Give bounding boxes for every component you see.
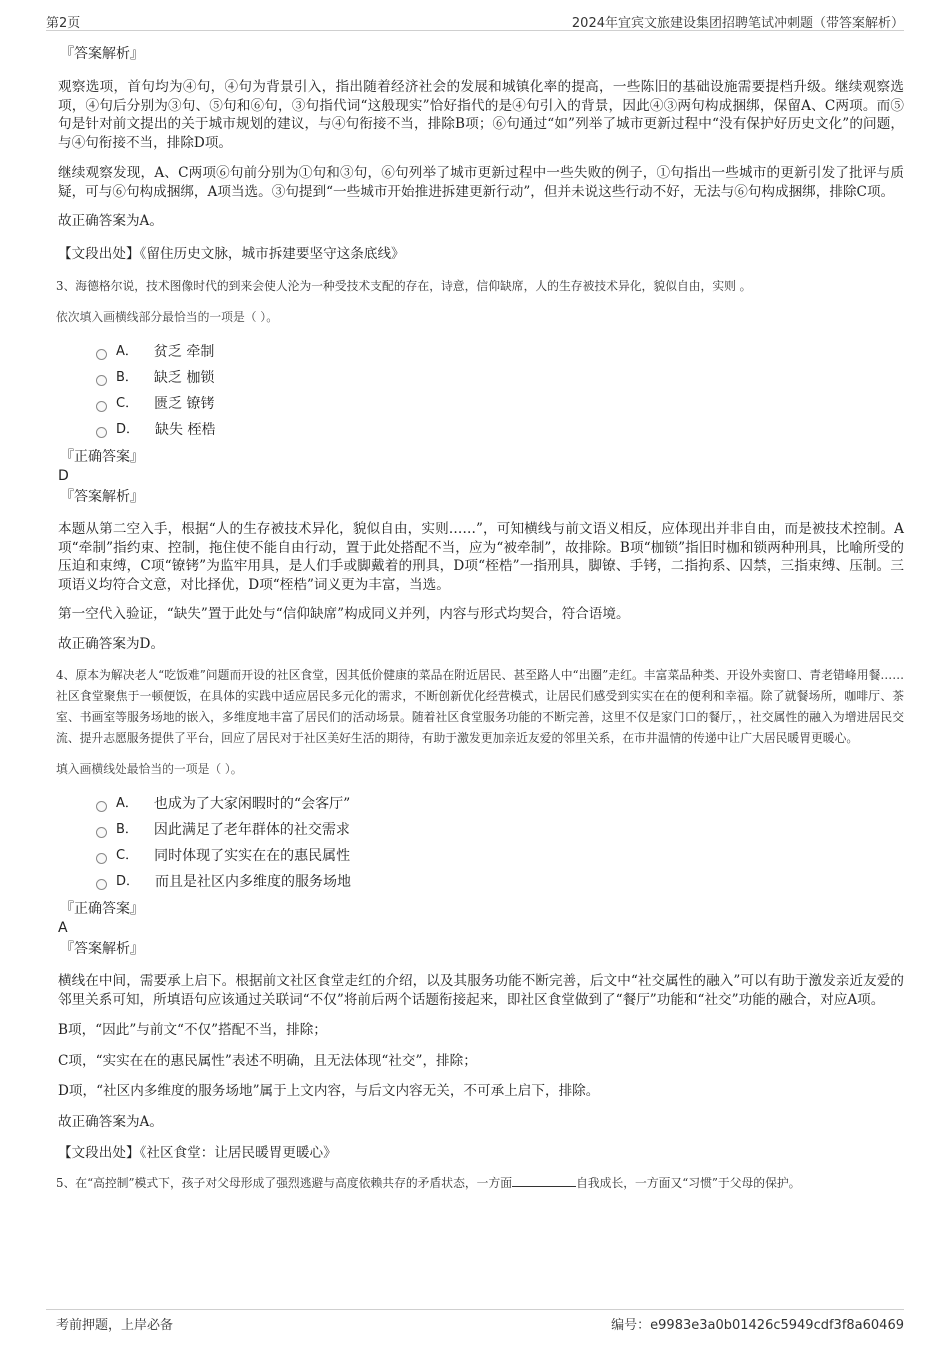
- option-a[interactable]: A． 贫乏 牵制: [96, 339, 904, 365]
- source-citation: 【文段出处】《社区食堂：让居民暖胃更暖心》: [58, 1145, 337, 1161]
- radio-icon[interactable]: [96, 853, 107, 864]
- footer-slogan: 考前押题，上岸必备: [56, 1318, 174, 1333]
- question-4-prompt: 填入画横线处最恰当的一项是（ ）。: [56, 762, 243, 776]
- analysis-paragraph: 横线在中间，需要承上启下。根据前文社区食堂走红的介绍，以及其服务功能不断完善，后文中“社交属性的融入”可以有助于激发亲近友爱的邻里关系可知，所填语句应该通过关联词“不仅”将前后两个话题衔接起来，即社区食堂做到了“餐厅”功能和“社交”功能的融合，对应A项。: [58, 973, 904, 1008]
- radio-icon[interactable]: [96, 427, 107, 438]
- option-c[interactable]: C． 同时体现了实实在在的惠民属性: [96, 843, 904, 869]
- source-citation: 【文段出处】《留住历史文脉，城市拆建要坚守这条底线》: [58, 245, 405, 262]
- page-content: [56, 44, 904, 1194]
- conclusion: 故正确答案为D。: [58, 635, 165, 652]
- question-4-options: [96, 791, 904, 895]
- radio-icon[interactable]: [96, 879, 107, 890]
- option-d[interactable]: D． 缺失 桎梏: [96, 417, 904, 443]
- question-3-prompt: 依次填入画横线部分最恰当的一项是（ ）。: [56, 310, 278, 324]
- analysis-label: 『答案解析』: [60, 46, 144, 62]
- conclusion: 故正确答案为A。: [58, 1113, 163, 1130]
- page-number: 第2页: [46, 16, 81, 31]
- correct-answer-value: D: [58, 468, 69, 484]
- page-footer: [46, 1309, 904, 1332]
- radio-icon[interactable]: [96, 349, 107, 360]
- option-a[interactable]: A． 也成为了大家闲暇时的“会客厅”: [96, 791, 904, 817]
- option-c[interactable]: C． 匮乏 镣铐: [96, 391, 904, 417]
- analysis-paragraph: C项，“实实在在的惠民属性”表述不明确，且无法体现“社交”，排除；: [58, 1052, 477, 1069]
- question-4-text: 4、原本为解决老人“吃饭难”问题而开设的社区食堂，因其低价健康的菜品在附近居民、甚至路人中“出圈”走红。丰富菜品种类、开设外卖窗口、青老错峰用餐……社区食堂聚焦于一顿便饭，在具体的实践中适应居民多元化的需求，不断创新优化经营模式，让居民们感受到实实在在的便利和幸福。除了就餐场所，咖啡厅、茶室、书画室等服务场地的嵌入，多维度地丰富了居民们的活动场景。随着社区食堂服务功能的不断完善，这里不仅是家门口的餐厅，，社交属性的融入为增进居民交流、提升志愿服务提供了平台，回应了居民对于社区美好生活的期待，有助于激发更加亲近友爱的邻里关系，在市井温情的传递中让广大居民暖胃更暖心。: [56, 668, 904, 745]
- radio-icon[interactable]: [96, 401, 107, 412]
- page-header: [46, 10, 904, 31]
- question-3-options: [96, 339, 904, 443]
- correct-answer-label: 『正确答案』: [60, 901, 144, 917]
- analysis-label: 『答案解析』: [60, 941, 144, 957]
- radio-icon[interactable]: [96, 375, 107, 386]
- analysis-paragraph: 继续观察发现，A、C两项⑥句前分别为①句和③句，⑥句列举了城市更新过程中一些失败的例子，①句指出一些城市的更新引发了批评与质疑，可与⑥句构成捆绑，A项当选。③句提到“一些城市开始推进拆建更新行动”，但并未说这些行动不好，无法与⑥句构成捆绑，排除C项。: [58, 165, 904, 200]
- option-b[interactable]: B． 因此满足了老年群体的社交需求: [96, 817, 904, 843]
- correct-answer-label: 『正确答案』: [60, 449, 144, 465]
- radio-icon[interactable]: [96, 801, 107, 812]
- analysis-paragraph: B项，“因此”与前文“不仅”搭配不当，排除；: [58, 1022, 327, 1038]
- question-5-text: 5、在“高控制”模式下，孩子对父母形成了强烈逃避与高度依赖共存的矛盾状态，一方面 自我成长，一方面又“习惯”于父母的保护。: [56, 1175, 801, 1190]
- analysis-paragraph: 观察选项，首句均为④句，④句为背景引入，指出随着经济社会的发展和城镇化率的提高，一些陈旧的基础设施需要提档升级。继续观察选项，④句后分别为③句、⑤句和⑥句，③句指代词“这般现实”恰好指代的是④句引入的背景，因此④③两句构成捆绑，保留A、C两项。而⑤句是针对前文提出的关于城市规划的建议，与④句衔接不当，排除B项；⑥句通过“如”列举了城市更新过程中“没有保护好历史文化”的问题，与④句衔接不当，排除D项。: [58, 79, 904, 151]
- document-title: 2024年宜宾文旅建设集团招聘笔试冲刺题（带答案解析）: [571, 16, 904, 31]
- document-code: 编号：e9983e3a0b01426c5949cdf3f8a60469: [611, 1318, 904, 1333]
- analysis-paragraph: D项，“社区内多维度的服务场地”属于上文内容，与后文内容无关，不可承上启下，排除。: [58, 1083, 600, 1099]
- question-3-text: 3、海德格尔说，技术图像时代的到来会使人沦为一种受技术支配的存在，诗意，信仰缺席，人的生存被技术异化，貌似自由，实则 。: [56, 279, 752, 293]
- analysis-paragraph: 第一空代入验证，“缺失”置于此处与“信仰缺席”构成同义并列，内容与形式均契合，符合语境。: [58, 606, 630, 622]
- analysis-label: 『答案解析』: [60, 489, 144, 505]
- radio-icon[interactable]: [96, 827, 107, 838]
- correct-answer-value: A: [58, 920, 68, 936]
- conclusion: 故正确答案为A。: [58, 213, 163, 229]
- fill-blank: [512, 1174, 576, 1187]
- analysis-paragraph: 本题从第二空入手，根据“人的生存被技术异化，貌似自由，实则……”，可知横线与前文语义相反，应体现出并非自由，而是被技术控制。A项“牵制”指约束、控制，拖住使不能自由行动，置于此处搭配不当，应为“被牵制”，故排除。B项“枷锁”指旧时枷和锁两种刑具，比喻所受的压迫和束缚，C项“镣铐”为监牢用具，是人们手或脚戴着的刑具，D项“桎梏”一指刑具，脚镣、手铐，二指拘系、囚禁，三指束缚、压制。三项语义均符合文意，对比择优，D项“桎梏”词义更为丰富，当选。: [58, 521, 904, 593]
- option-d[interactable]: D． 而且是社区内多维度的服务场地: [96, 869, 904, 895]
- option-b[interactable]: B． 缺乏 枷锁: [96, 365, 904, 391]
